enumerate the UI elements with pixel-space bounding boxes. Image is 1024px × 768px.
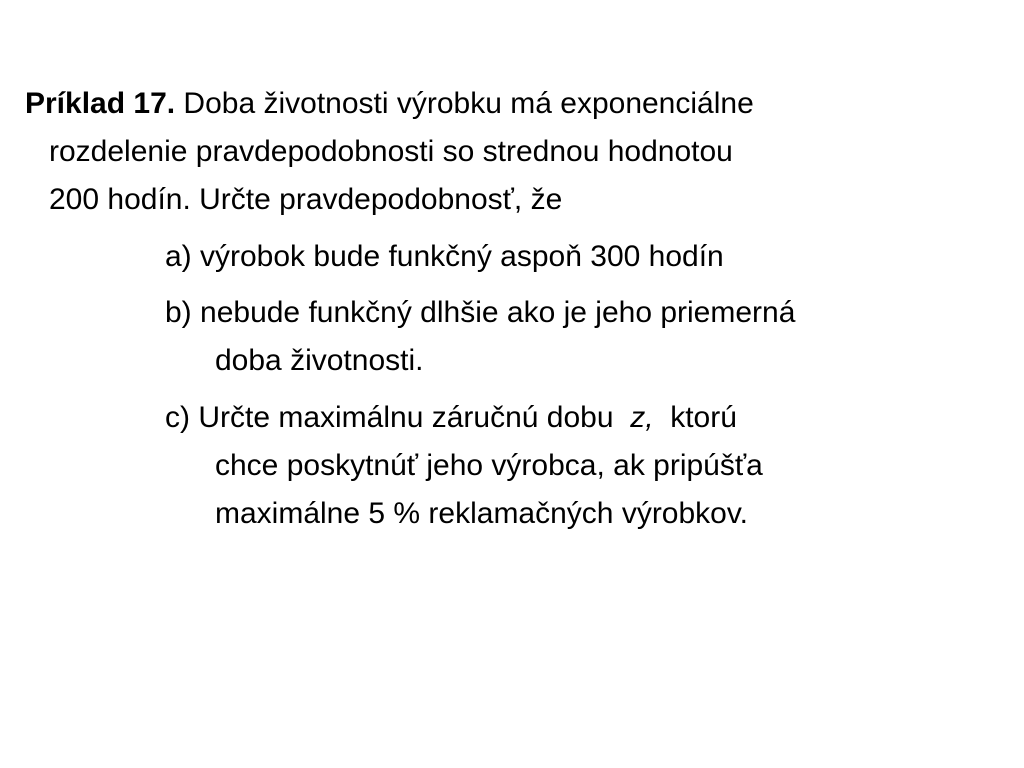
- subquestion-c-text-pre: c) Určte maximálnu záručnú dobu: [165, 401, 631, 434]
- problem-line-2: rozdelenie pravdepodobnosti so strednou hodnotou: [49, 135, 733, 168]
- subquestion-c-text-post: ktorú: [653, 401, 737, 434]
- subquestion-c-line-2: chce poskytnúť jeho výrobca, ak pripúšťa: [215, 449, 763, 482]
- subquestion-b-line-2: doba životnosti.: [215, 344, 424, 377]
- subquestion-c: [165, 394, 1015, 538]
- problem-label: Príklad 17.: [25, 87, 176, 120]
- variable-z: z,: [630, 401, 654, 434]
- problem-text-1: Doba životnosti výrobku má exponenciálne: [175, 87, 754, 120]
- subquestion-c-line-3: maximálne 5 % reklamačných výrobkov.: [215, 497, 748, 530]
- subquestion-a: [165, 233, 1015, 281]
- subquestion-b: [165, 289, 1015, 385]
- problem-line-1: [25, 80, 1005, 128]
- problem-statement: [25, 80, 1005, 224]
- subquestion-c-line-1: [165, 394, 1015, 442]
- subquestion-a-line-1: a) výrobok bude funkčný aspoň 300 hodín: [165, 240, 724, 273]
- subquestion-b-line-1: b) nebude funkčný dlhšie ako je jeho priemerná: [165, 296, 796, 329]
- problem-line-3: 200 hodín. Určte pravdepodobnosť, že: [49, 183, 563, 216]
